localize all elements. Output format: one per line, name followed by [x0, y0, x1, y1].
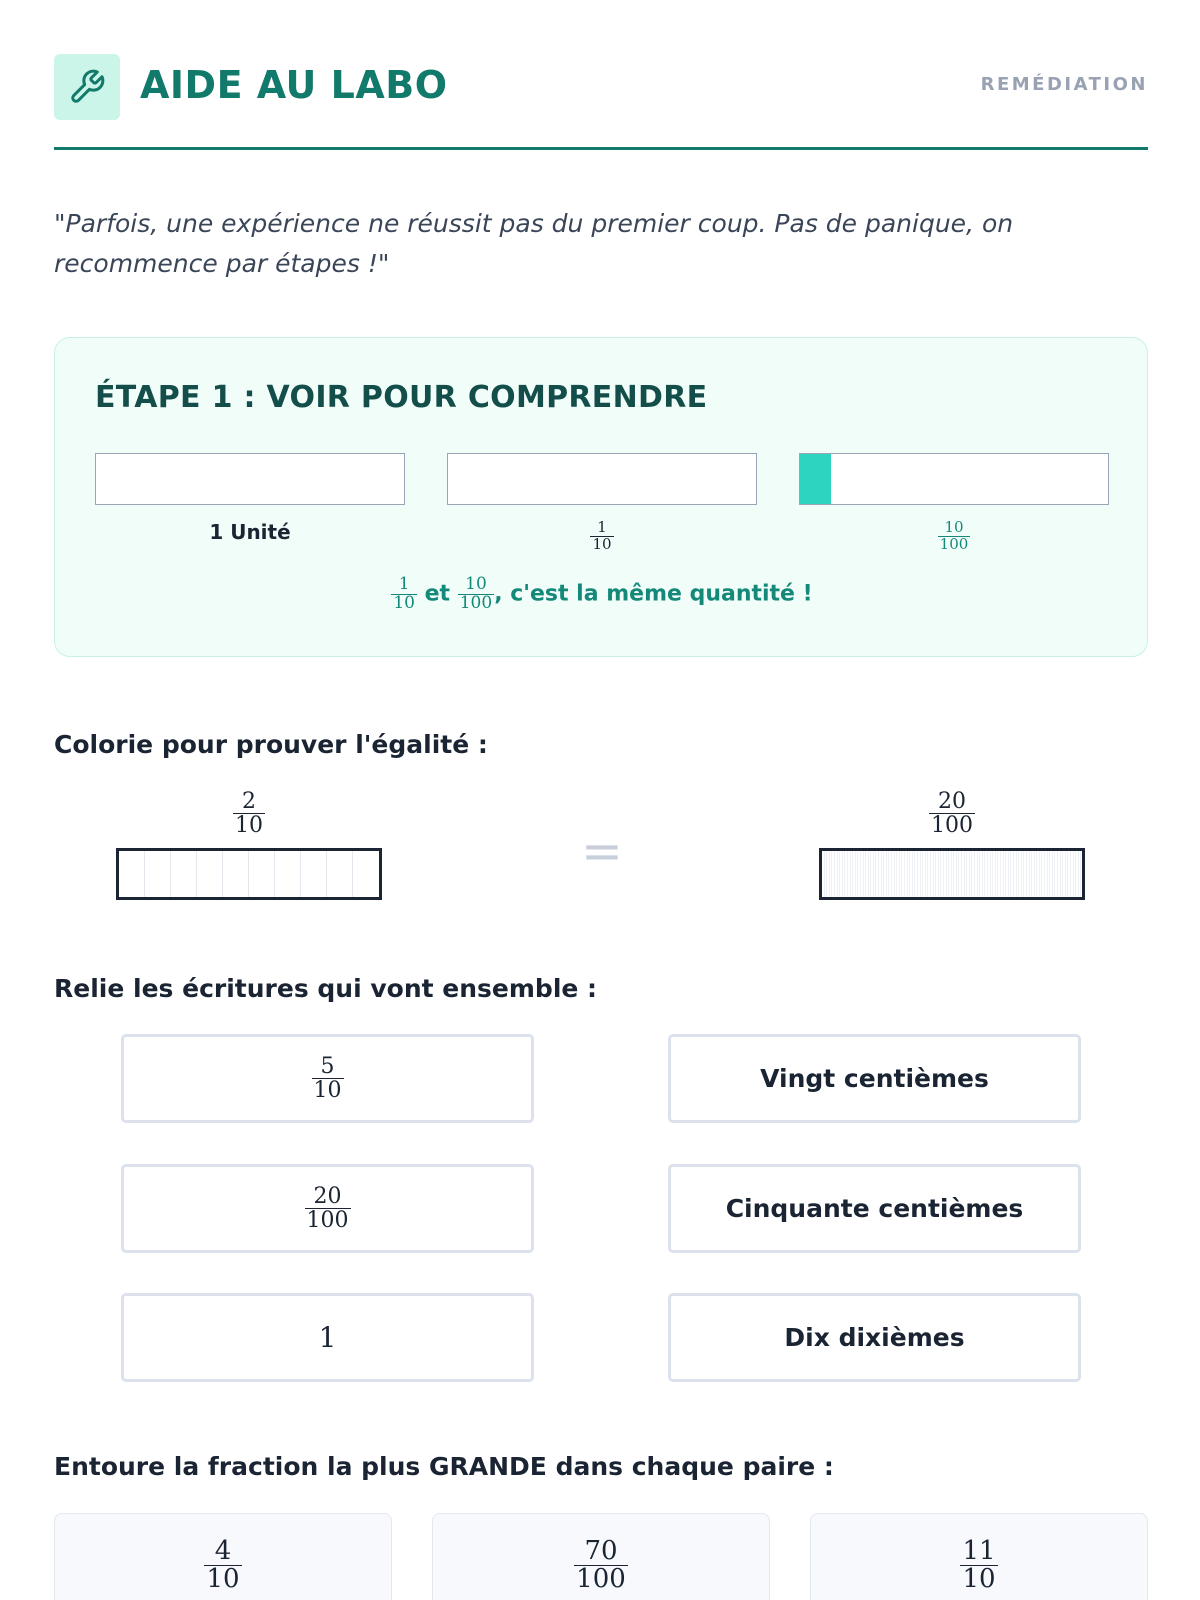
coloring-cell[interactable]	[327, 851, 353, 897]
tenth-model-bar	[447, 453, 757, 505]
one-tenth-label	[447, 520, 757, 553]
coloring-cell[interactable]	[171, 851, 197, 897]
tenths-coloring-bar[interactable]	[116, 848, 382, 900]
unit-label: 1 Unité	[209, 520, 291, 544]
fraction-ten-hundredths	[938, 520, 971, 553]
twenty-hundredths-label	[819, 790, 1085, 837]
fraction-twenty-hundredths	[929, 790, 975, 837]
step-1-panel	[54, 337, 1148, 657]
numerator: 5	[320, 1053, 335, 1079]
coloring-cell[interactable]	[145, 851, 171, 897]
coloring-cell[interactable]	[249, 851, 275, 897]
denominator: 100	[931, 813, 973, 839]
denominator: 10	[393, 592, 415, 613]
denominator: 100	[576, 1564, 626, 1595]
coloring-cell[interactable]	[301, 851, 327, 897]
compare-card-eleven-tenths[interactable]	[810, 1513, 1148, 1600]
fraction-five-tenths	[312, 1055, 344, 1102]
denominator: 10	[592, 534, 612, 553]
step-1-title: ÉTAPE 1 : VOIR POUR COMPRENDRE	[95, 380, 708, 415]
match-right-cinquante-centiemes[interactable]	[668, 1164, 1081, 1253]
equals-sign: =	[581, 822, 623, 880]
match-right-label: Vingt centièmes	[760, 1064, 989, 1093]
numerator: 20	[313, 1183, 342, 1209]
fraction-eleven-tenths	[960, 1538, 997, 1594]
unit-model-bar	[95, 453, 405, 505]
numerator: 2	[242, 789, 256, 814]
match-right-dix-diziemes[interactable]	[668, 1293, 1081, 1382]
denominator: 10	[313, 1078, 342, 1103]
match-right-label: Cinquante centièmes	[725, 1194, 1024, 1223]
match-right-label: Dix dixièmes	[784, 1323, 965, 1352]
compare-title: Entoure la fraction la plus GRANDE dans chaque paire :	[54, 1452, 834, 1481]
numerator: 10	[465, 574, 487, 594]
coloring-title: Colorie pour prouver l'égalité :	[54, 730, 488, 759]
denominator: 100	[306, 1208, 349, 1233]
denominator: 10	[235, 813, 263, 839]
fraction-two-tenths	[233, 790, 265, 837]
intro-quote: "Parfois, une expérience ne réussit pas du premier coup. Pas de panique, on recommence par étapes !"	[54, 209, 1014, 278]
coloring-cell[interactable]	[275, 851, 301, 897]
numerator: 10	[944, 518, 964, 536]
numerator: 4	[214, 1536, 232, 1566]
app-title: AIDE AU LABO	[140, 63, 448, 107]
fraction-seventy-hundredths	[574, 1538, 628, 1594]
denominator: 10	[962, 1564, 996, 1595]
denominator: 100	[939, 534, 969, 553]
numerator: 70	[584, 1536, 618, 1566]
hundredths-model-fill	[800, 454, 831, 504]
fraction-four-tenths	[204, 1538, 241, 1594]
ten-hundredths-label	[799, 520, 1109, 553]
hundredths-model-bar	[799, 453, 1109, 505]
coloring-cell[interactable]	[119, 851, 145, 897]
match-right-vingt-centiemes[interactable]	[668, 1034, 1081, 1123]
fraction-one-tenth	[391, 576, 417, 613]
coloring-cell[interactable]	[197, 851, 223, 897]
match-left-one[interactable]	[121, 1293, 534, 1382]
matching-title: Relie les écritures qui vont ensemble :	[54, 974, 598, 1003]
coloring-cell[interactable]	[223, 851, 249, 897]
coloring-cell[interactable]	[1079, 851, 1082, 897]
fraction-one-tenth	[590, 520, 613, 553]
compare-card-four-tenths[interactable]	[54, 1513, 392, 1600]
coloring-cell[interactable]	[353, 851, 379, 897]
worksheet-page	[54, 0, 1148, 1600]
two-tenths-label	[116, 790, 382, 837]
header-divider	[54, 147, 1148, 150]
header	[54, 54, 1148, 120]
match-left-five-tenths[interactable]	[121, 1034, 534, 1123]
compare-card-seventy-hundredths[interactable]	[432, 1513, 770, 1600]
hundredths-coloring-bar[interactable]	[819, 848, 1085, 900]
numerator: 20	[938, 789, 966, 814]
whole-number-one: 1	[318, 1321, 337, 1354]
match-left-twenty-hundredths[interactable]	[121, 1164, 534, 1253]
fraction-twenty-hundredths	[305, 1185, 351, 1232]
remediation-badge: REMÉDIATION	[980, 74, 1148, 95]
numerator: 1	[398, 574, 410, 594]
logo-box	[54, 54, 120, 120]
numerator: 1	[597, 518, 607, 536]
numerator: 11	[962, 1536, 996, 1566]
connector-text: et	[424, 581, 451, 607]
fraction-ten-hundredths	[458, 576, 494, 613]
step-1-conclusion	[55, 576, 1149, 613]
wrench-icon	[68, 68, 106, 106]
denominator: 10	[206, 1564, 240, 1595]
conclusion-text: , c'est la même quantité !	[494, 581, 813, 607]
denominator: 100	[459, 592, 493, 613]
